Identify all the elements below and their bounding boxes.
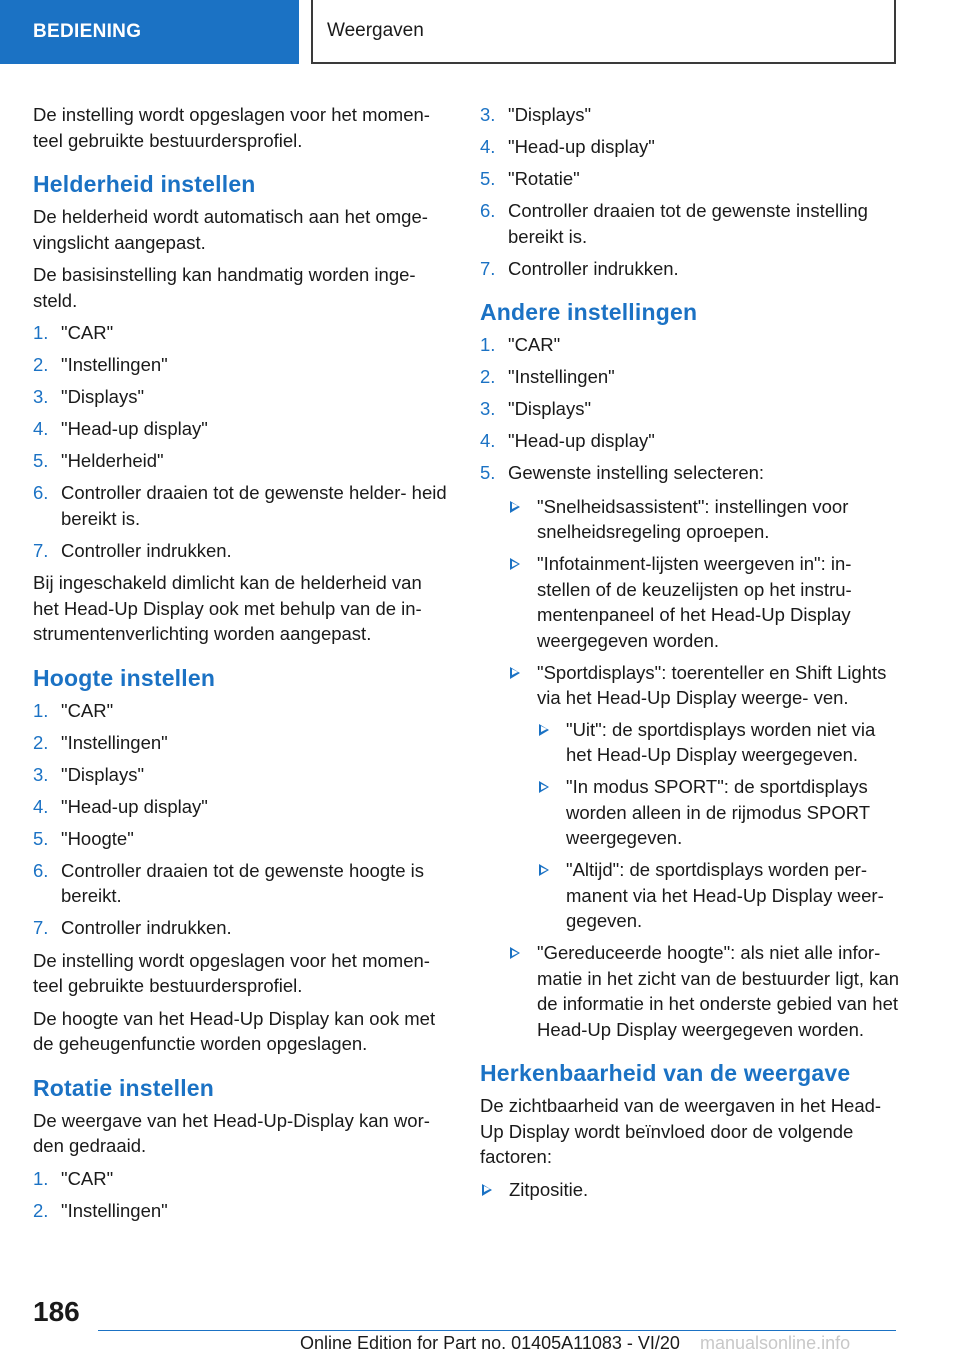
list-item: 5. "Helderheid" [33, 450, 164, 471]
list-item: 3. "Displays" [33, 386, 145, 407]
list-item: 2. "Instellingen" [33, 731, 168, 753]
list-item: 7. Controller indrukken. [33, 917, 232, 938]
page-header [0, 0, 960, 66]
chapter-title: Weergaven [311, 0, 896, 64]
visibility-bullets [480, 1177, 900, 1203]
list-item: 2. "Instellingen" [33, 1199, 168, 1221]
page-number: 186 [33, 1296, 80, 1327]
list-item: 3. "Displays" [33, 763, 145, 785]
footer-rule [98, 1330, 896, 1331]
paragraph: Bij ingeschakeld dimlicht kan de helderheid van het Head-Up Display ook met behulp van de in- strumentenverlichting worden aangepast. [33, 572, 422, 644]
paragraph: De zichtbaarheid van de weergaven in het Head- Up Display wordt beïnvloed door de volgende factoren: [480, 1095, 882, 1167]
sport-sub-bullets [537, 717, 900, 934]
heading-height: Hoogte instellen [33, 664, 216, 691]
bullet-item: "Snelheidsassistent": instellingen voor snelheidsregeling oproepen. [508, 494, 900, 545]
brightness-steps [33, 320, 451, 563]
other-steps [480, 332, 900, 1042]
paragraph: De instelling wordt opgeslagen voor het momen- teel gebruikte bestuurdersprofiel. [33, 949, 430, 996]
list-item: 5. "Hoogte" [33, 827, 134, 849]
list-item: 6. Controller draaien tot de gewenste instelling bereikt is. [480, 200, 868, 247]
heading-other-settings: Andere instellingen [480, 299, 698, 325]
bullet-item: "Altijd": de sportdisplays worden per- manent via het Head-Up Display weer- gegeven. [537, 857, 900, 934]
rotation-steps [33, 1166, 451, 1224]
list-item: 7. Controller indrukken. [480, 257, 679, 279]
bullet-item: "In modus SPORT": de sportdisplays worden alleen in de rijmodus SPORT weergegeven. [537, 774, 900, 851]
triangle-bullet-icon [510, 501, 520, 513]
triangle-bullet-icon [482, 1184, 492, 1196]
bullet-item: "Sportdisplays": toerenteller en Shift Lights via het Head-Up Display weerge- ven. "Uit": de sportdisplays worden niet via het Head-Up Display weergegeven. "In modus SPORT": de sportdisplays worden alleen in de rijmodus SPORT weergegeven. "Altijd": de sportdisplays worden per- manent via het Head-Up Display weer- gegeven. [508, 660, 900, 934]
triangle-bullet-icon [539, 864, 549, 876]
list-item: 2. "Instellingen" [480, 366, 615, 387]
bullet-item: "Infotainment-lijsten weergeven in": in- stellen of de keuzelijsten op het instru- mentenpaneel of het Head-Up Display weergegeven worden. [508, 551, 900, 653]
bullet-item: "Gereduceerde hoogte": als niet alle infor- matie in het zicht van de bestuurder ligt, kan de informatie in het onderste gebied van het Head-Up Display weergegeven worden. [508, 940, 900, 1042]
list-item: 6. Controller draaien tot de gewenste helder- heid bereikt is. [33, 482, 447, 529]
paragraph: De hoogte van het Head-Up Display kan ook met de geheugenfunctie worden opgeslagen. [33, 1007, 436, 1054]
triangle-bullet-icon [510, 947, 520, 959]
edition-footer: Online Edition for Part no. 01405A11083 - VI/20 [300, 1333, 680, 1353]
heading-brightness: Helderheid instellen [33, 171, 256, 197]
intro-paragraph: De instelling wordt opgeslagen voor het momen- teel gebruikte bestuurdersprofiel. [33, 104, 430, 151]
rotation-steps-continued [480, 102, 900, 281]
list-item: 4. "Head-up display" [33, 418, 208, 439]
list-item: 1. "CAR" [33, 1167, 114, 1189]
heading-rotation: Rotatie instellen [33, 1074, 215, 1101]
triangle-bullet-icon [510, 558, 520, 570]
list-item: 1. "CAR" [480, 334, 561, 355]
bullet-item: "Uit": de sportdisplays worden niet via het Head-Up Display weergegeven. [537, 717, 900, 768]
list-item: 1. "CAR" [33, 699, 114, 721]
list-item: 6. Controller draaien tot de gewenste hoogte is bereikt. [33, 859, 425, 906]
list-item: 4. "Head-up display" [480, 430, 655, 451]
list-item: 5. "Rotatie" [480, 168, 580, 189]
left-column [33, 102, 451, 1230]
list-item: 4. "Head-up display" [480, 136, 655, 157]
triangle-bullet-icon [539, 781, 549, 793]
right-column [480, 102, 900, 1209]
triangle-bullet-icon [510, 667, 520, 679]
list-item: 2. "Instellingen" [33, 354, 168, 375]
list-item: 4. "Head-up display" [33, 795, 208, 817]
heading-visibility: Herkenbaarheid van de weergave [480, 1060, 851, 1086]
list-item: 1. "CAR" [33, 322, 114, 343]
list-item: 3. "Displays" [480, 104, 592, 125]
watermark: manualsonline.info [700, 1333, 851, 1353]
paragraph: De weergave van het Head-Up-Display kan wor- den gedraaid. [33, 1109, 430, 1156]
triangle-bullet-icon [539, 724, 549, 736]
list-item: 3. "Displays" [480, 398, 592, 419]
paragraph: De basisinstelling kan handmatig worden inge- steld. [33, 264, 416, 311]
section-tab: BEDIENING [0, 0, 299, 64]
paragraph: De helderheid wordt automatisch aan het omge- vingslicht aangepast. [33, 206, 428, 253]
list-item: 7. Controller indrukken. [33, 539, 232, 561]
option-bullets [508, 494, 900, 1043]
bullet-item: Zitpositie. [480, 1177, 900, 1203]
list-item: 5. Gewenste instelling selecteren: "Snelheidsassistent": instellingen voor snelheidsregeling oproepen. "Infotainment-lijsten weergeven in": in- stellen of de keuzelijsten op het instru- mentenpaneel of het Head-Up Display weergegeven worden. "Sportdisplays": toerenteller en Shift Lights via het Head-Up Display weerge- ven. "Uit": de sportdisplays worden niet via het Head-Up Display weergegeven. "In modus SPORT": de sportdisplays worden alleen in de rijmodus SPORT weergegeven. "Altijd": de sportdisplays worden per- manent via het Head-Up Display weer- gegeven. "Gereduceerde hoogte": als niet alle infor- matie in het zicht van de bestuurder ligt, kan de informatie in het onderste gebied van het Head-Up Display weergegeven worden. [480, 460, 900, 1042]
height-steps [33, 698, 451, 941]
